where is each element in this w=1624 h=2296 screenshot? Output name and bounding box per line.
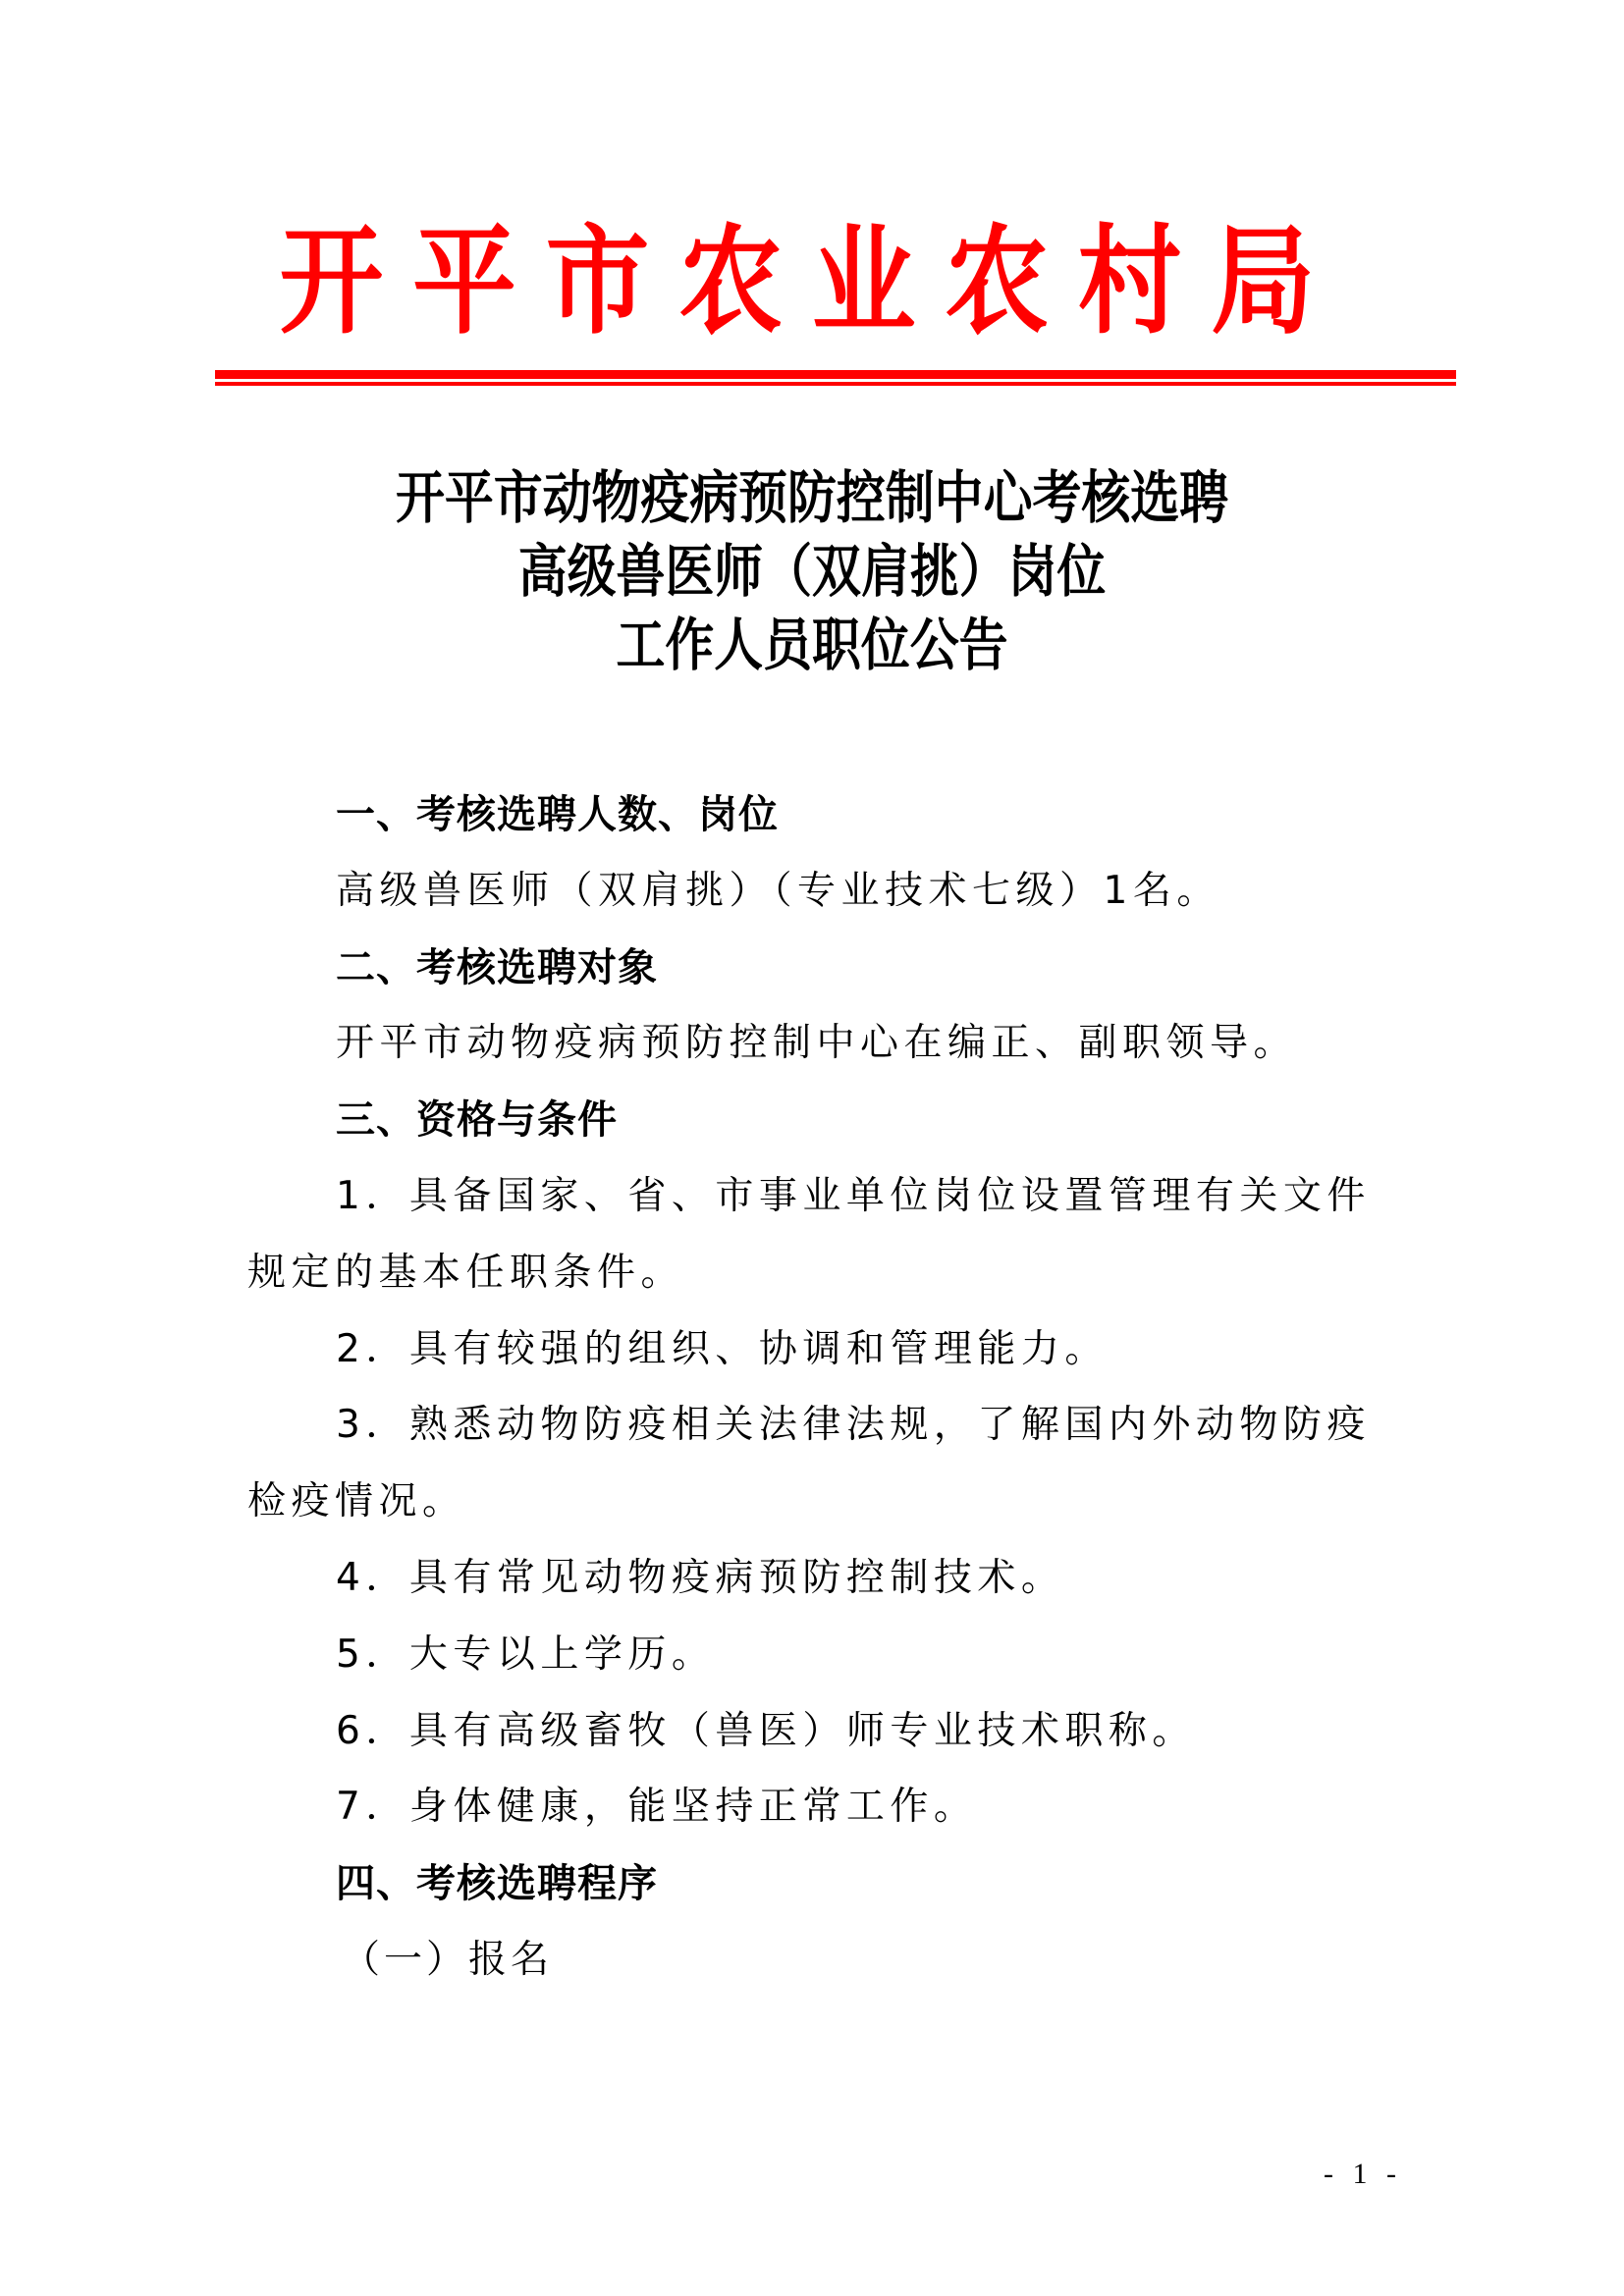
letterhead-red-rule-thick [215, 370, 1456, 379]
requirement-item-1: 1．具备国家、省、市事业单位岗位设置管理有关文件 [336, 1173, 1371, 1218]
section-heading-2: 二、考核选聘对象 [336, 944, 658, 990]
section-heading-4: 四、考核选聘程序 [336, 1861, 658, 1907]
organization-letterhead-title: 开平市农业农村局 [279, 212, 1344, 350]
requirement-item-3-continued: 检疫情况。 [247, 1479, 466, 1524]
section-1-paragraph: 高级兽医师（双肩挑）（专业技术七级）1名。 [336, 868, 1220, 913]
document-title-line-1: 开平市动物疫病预防控制中心考核选聘 [396, 464, 1228, 531]
requirement-item-7: 7．身体健康，能坚持正常工作。 [336, 1785, 978, 1830]
requirement-item-1-continued: 规定的基本任职条件。 [247, 1250, 685, 1295]
document-title-line-3: 工作人员职位公告 [616, 612, 1008, 678]
document-title [114, 461, 1510, 682]
page-number: - 1 - [1324, 2158, 1402, 2190]
requirement-item-3: 3．熟悉动物防疫相关法律法规，了解国内外动物防疫 [336, 1403, 1371, 1448]
section-2-paragraph: 开平市动物疫病预防控制中心在编正、副职领导。 [336, 1021, 1298, 1066]
requirement-item-2: 2．具有较强的组织、协调和管理能力。 [336, 1326, 1109, 1371]
requirement-item-4: 4．具有常见动物疫病预防控制技术。 [336, 1555, 1065, 1600]
document-body [247, 786, 1386, 2008]
requirement-item-5: 5．大专以上学历。 [336, 1631, 716, 1677]
section-heading-3: 三、资格与条件 [336, 1097, 618, 1144]
requirement-item-6: 6．具有高级畜牧（兽医）师专业技术职称。 [336, 1708, 1196, 1753]
section-heading-1: 一、考核选聘人数、岗位 [336, 792, 779, 837]
subsection-heading-registration: （一）报名 [342, 1937, 554, 1982]
document-title-line-2: 高级兽医师（双肩挑）岗位 [517, 538, 1107, 605]
letterhead-red-rule-thin [215, 382, 1456, 386]
